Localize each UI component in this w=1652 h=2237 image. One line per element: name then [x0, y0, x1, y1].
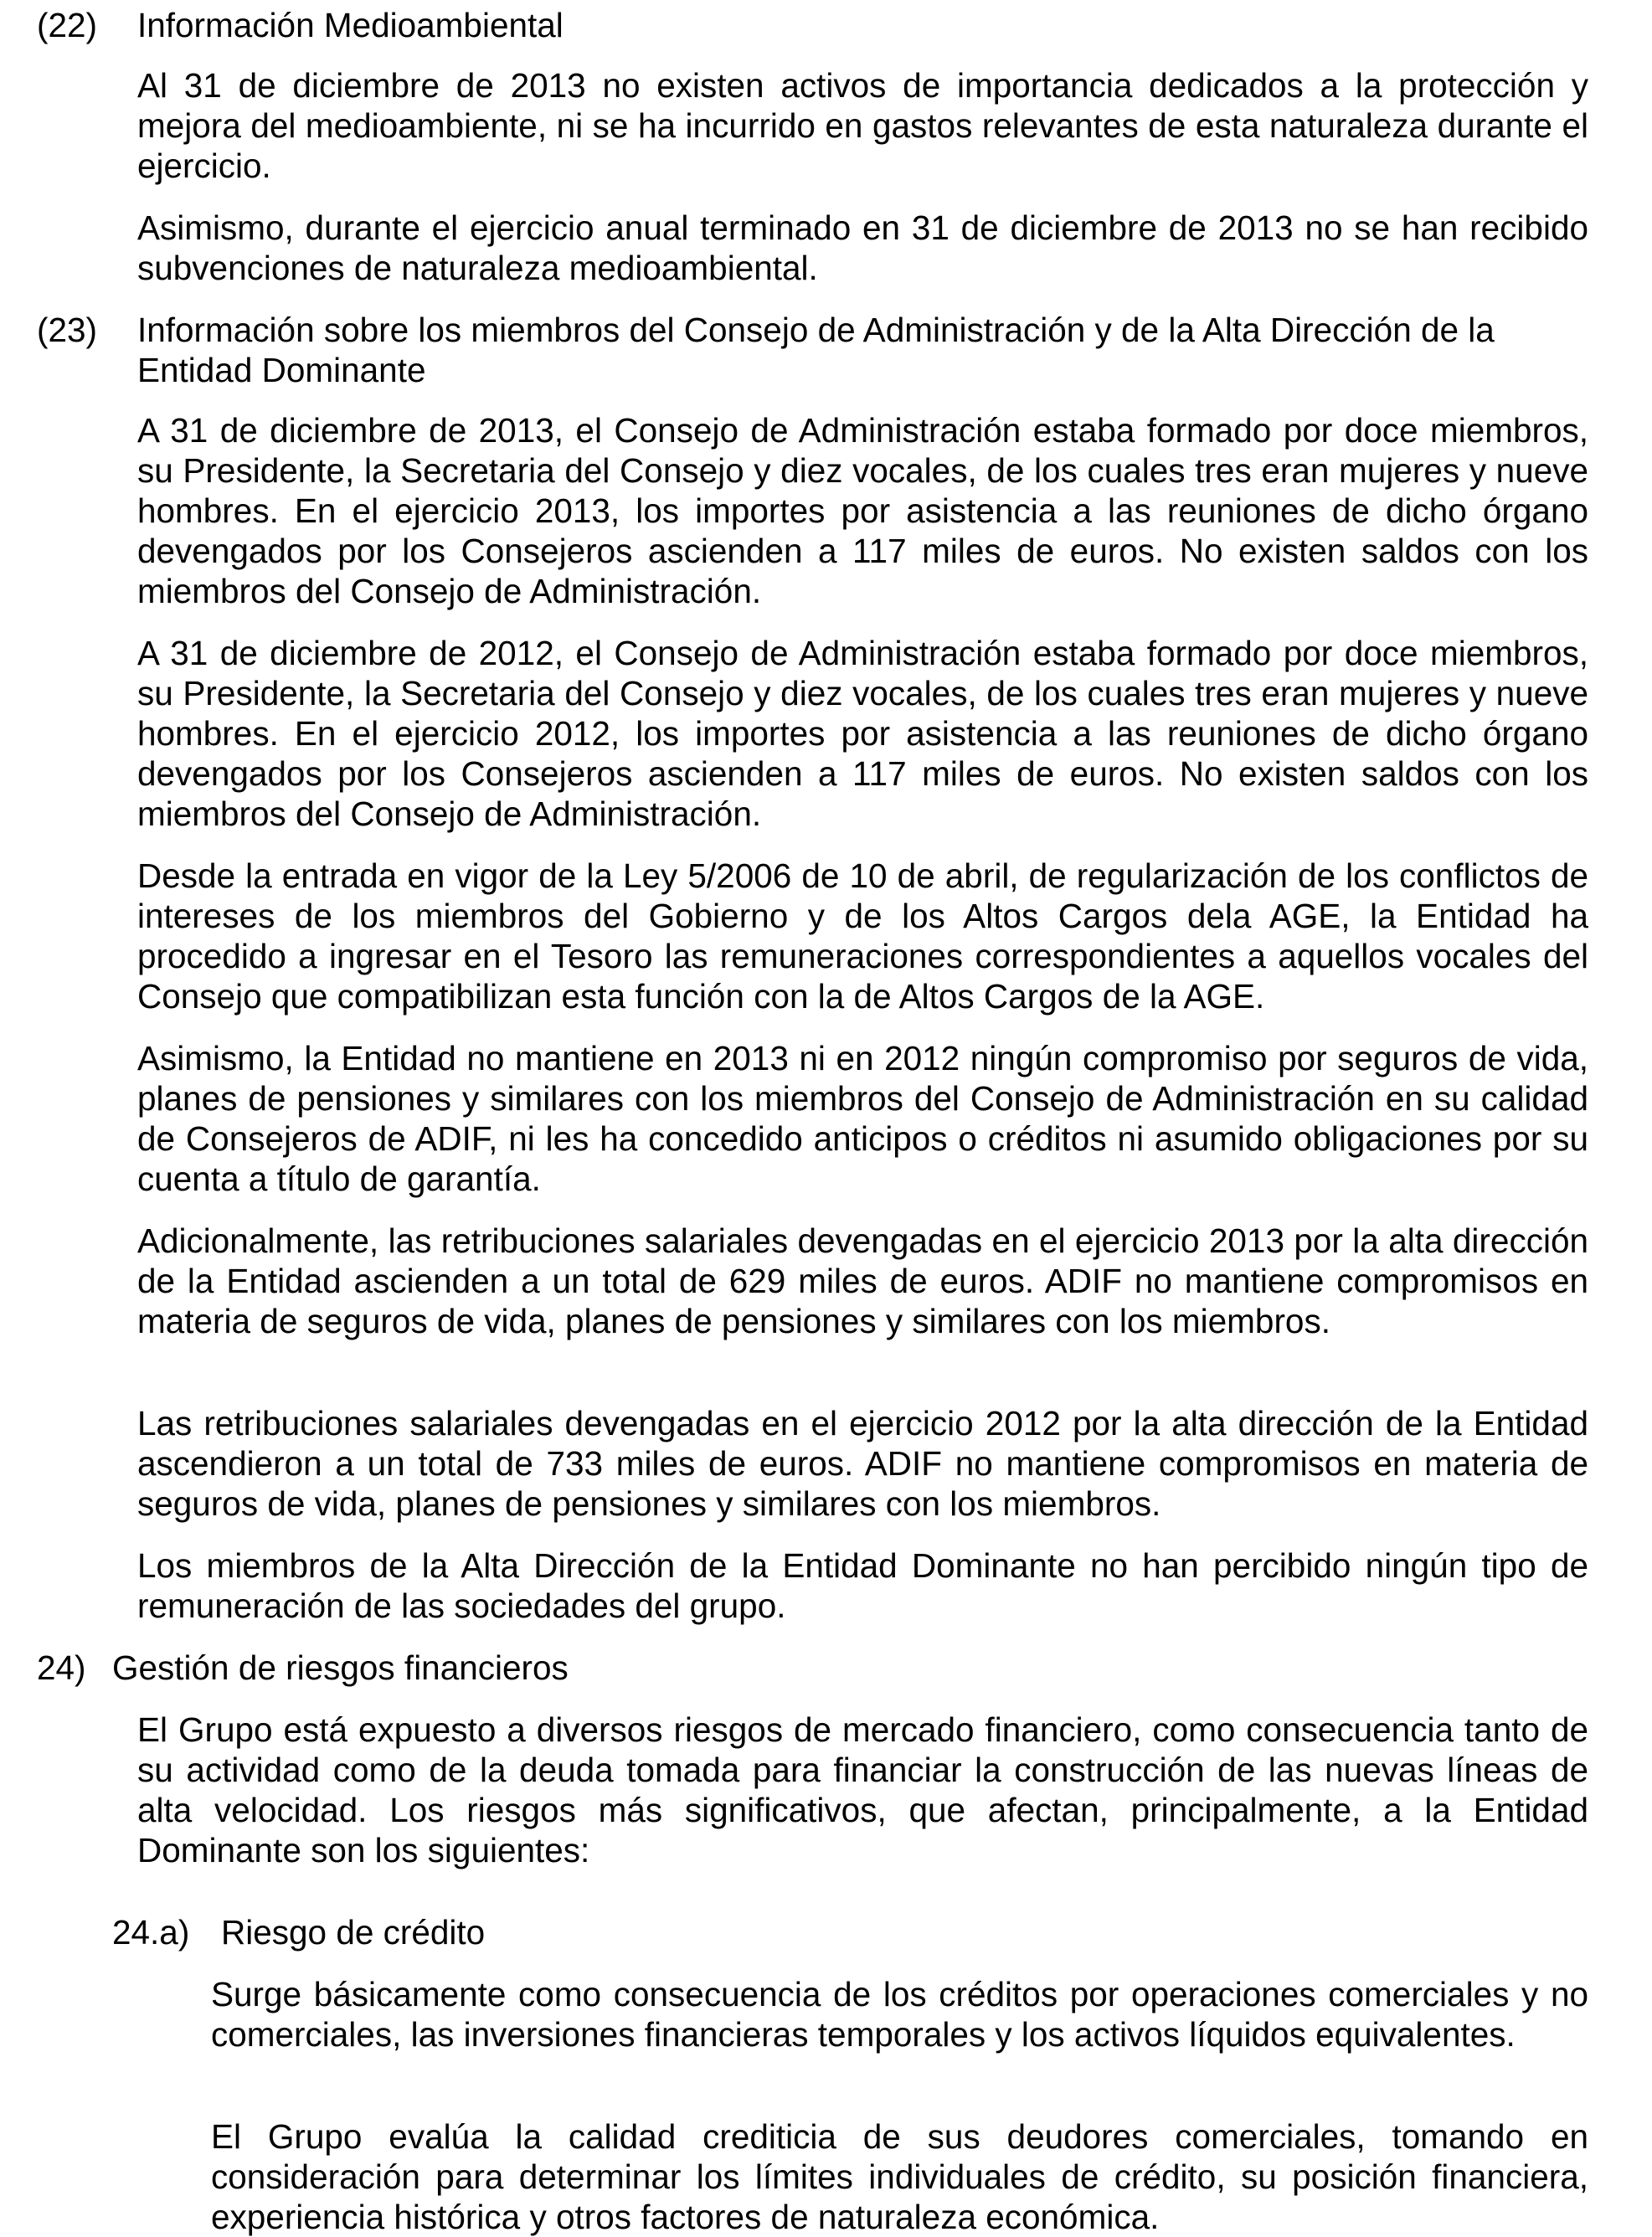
section-23-paragraph-5: Adicionalmente, las retribuciones salariales devengadas en el ejercicio 2013 por la alta dirección de la Entidad ascienden a un total de 629 miles de euros. ADIF no mantiene compromisos en materia de seguros de vida, planes de pensiones y similares con los miembros. [137, 1221, 1588, 1340]
section-23-title: Información sobre los miembros del Consejo de Administración y de la Alta Dirección de la Entidad Dominante [137, 311, 1495, 389]
section-24-paragraph-1: El Grupo está expuesto a diversos riesgos de mercado financiero, como consecuencia tanto de su actividad como de la deuda tomada para financiar la construcción de las nuevas líneas de alta velocidad. Los riesgos más significativos, que afectan, principalmente, a la Entidad Dominante son los siguientes: [137, 1710, 1588, 1869]
section-22-paragraph-1: Al 31 de diciembre de 2013 no existen activos de importancia dedicados a la protección y mejora del medioambiente, ni se ha incurrido en gastos relevantes de esta naturaleza durante el ejercicio. [137, 66, 1588, 185]
subsection-24a-paragraph-2: El Grupo evalúa la calidad crediticia de sus deudores comerciales, tomando en consideración para determinar los límites individuales de crédito, su posición financiera, experiencia histórica y otros factores de naturaleza económica. [211, 2117, 1588, 2236]
section-23-paragraph-4: Asimismo, la Entidad no mantiene en 2013 ni en 2012 ningún compromiso por seguros de vida, planes de pensiones y similares con los miembros del Consejo de Administración en su calidad de Consejeros de ADIF, ni les ha concedido anticipos o créditos ni asumido obligaciones por su cuenta a título de garantía. [137, 1039, 1588, 1198]
subsection-24a-title: Riesgo de crédito [221, 1913, 486, 1952]
subsection-24a-heading [112, 1912, 1588, 1952]
section-23-heading [37, 310, 1588, 390]
section-22-title: Información Medioambiental [137, 6, 564, 44]
section-23-paragraph-7: Los miembros de la Alta Dirección de la Entidad Dominante no han percibido ningún tipo de remuneración de las sociedades del grupo. [137, 1546, 1588, 1625]
section-23-paragraph-2: A 31 de diciembre de 2012, el Consejo de Administración estaba formado por doce miembros, su Presidente, la Secretaria del Consejo y diez vocales, de los cuales tres eran mujeres y nueve hombres. En el ejercicio 2012, los importes por asistencia a las reuniones de dicho órgano devengados por los Consejeros ascienden a 117 miles de euros. No existen saldos con los miembros del Consejo de Administración. [137, 634, 1588, 833]
subsection-24a-number: 24.a) [112, 1913, 190, 1952]
section-24-number: 24) [37, 1648, 86, 1687]
section-23-number: (23) [37, 311, 98, 349]
section-24-title: Gestión de riesgos financieros [112, 1648, 569, 1687]
section-22-paragraph-2: Asimismo, durante el ejercicio anual terminado en 31 de diciembre de 2013 no se han recibido subvenciones de naturaleza medioambiental. [137, 208, 1588, 287]
section-23-paragraph-1: A 31 de diciembre de 2013, el Consejo de Administración estaba formado por doce miembros, su Presidente, la Secretaria del Consejo y diez vocales, de los cuales tres eran mujeres y nueve hombres. En el ejercicio 2013, los importes por asistencia a las reuniones de dicho órgano devengados por los Consejeros ascienden a 117 miles de euros. No existen saldos con los miembros del Consejo de Administración. [137, 411, 1588, 610]
section-22-number: (22) [37, 6, 98, 44]
section-22-heading [37, 5, 1588, 45]
section-24-heading [37, 1648, 1588, 1688]
subsection-24a-paragraph-1: Surge básicamente como consecuencia de los créditos por operaciones comerciales y no comerciales, las inversiones financieras temporales y los activos líquidos equivalentes. [211, 1975, 1588, 2054]
section-23-paragraph-6: Las retribuciones salariales devengadas en el ejercicio 2012 por la alta dirección de la Entidad ascendieron a un total de 733 miles de euros. ADIF no mantiene compromisos en materia de seguros de vida, planes de pensiones y similares con los miembros. [137, 1404, 1588, 1523]
section-23-paragraph-3: Desde la entrada en vigor de la Ley 5/2006 de 10 de abril, de regularización de los conflictos de intereses de los miembros del Gobierno y de los Altos Cargos dela AGE, la Entidad ha procedido a ingresar en el Tesoro las remuneraciones correspondientes a aquellos vocales del Consejo que compatibilizan esta función con la de Altos Cargos de la AGE. [137, 856, 1588, 1016]
